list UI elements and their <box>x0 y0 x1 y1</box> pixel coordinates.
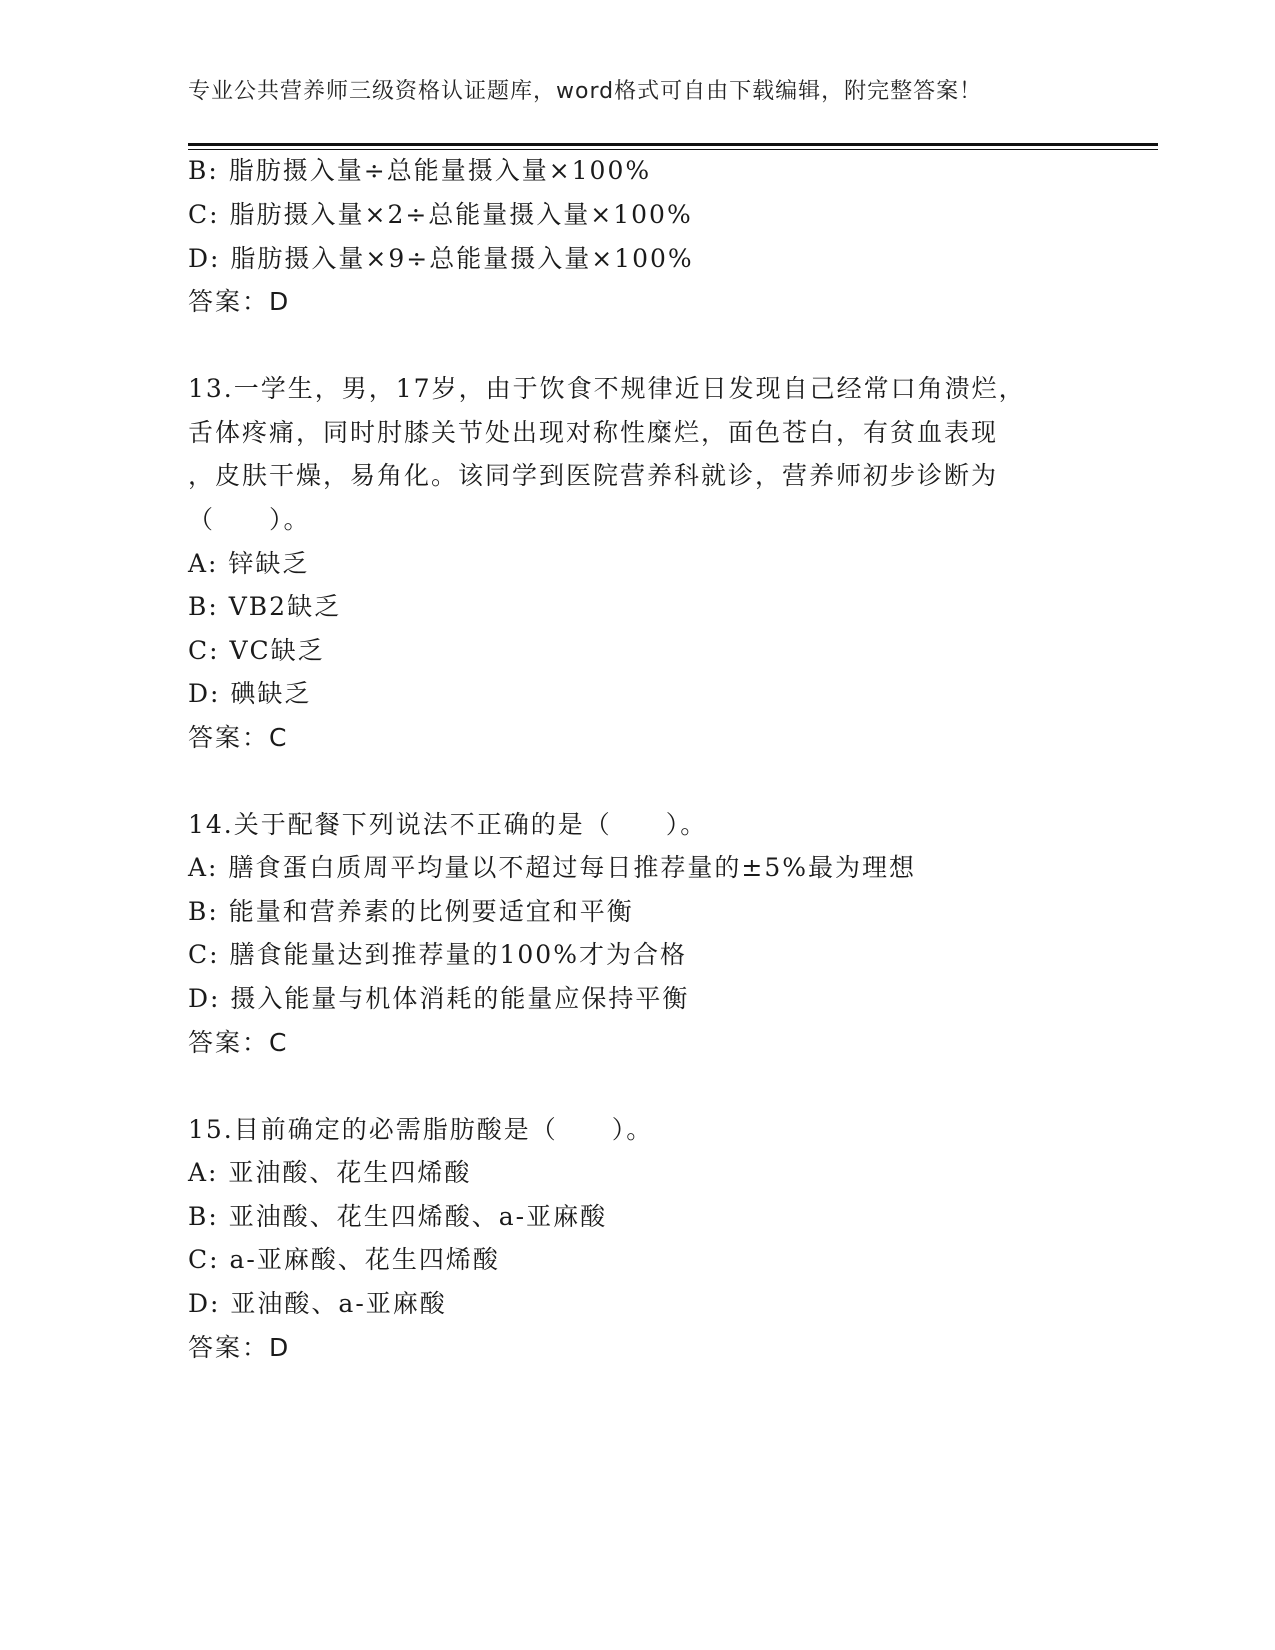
q13-option-d: D: 碘缺乏 <box>188 679 312 708</box>
q15-answer: 答案：D <box>188 1333 291 1362</box>
q13-option-b: B: VB2缺乏 <box>188 592 342 621</box>
q14-option-d: D: 摄入能量与机体消耗的能量应保持平衡 <box>188 984 690 1013</box>
q13-stem-line-4: （ ）。 <box>188 505 311 534</box>
q15-option-d: D: 亚油酸、a-亚麻酸 <box>188 1289 447 1318</box>
q13-option-a: A: 锌缺乏 <box>188 549 310 578</box>
q12-option-d: D: 脂肪摄入量×9÷总能量摄入量×100% <box>188 244 694 273</box>
q15-option-b: B: 亚油酸、花生四烯酸、a-亚麻酸 <box>188 1202 608 1231</box>
q15-option-a: A: 亚油酸、花生四烯酸 <box>188 1158 472 1187</box>
q13-option-c: C: VC缺乏 <box>188 636 325 665</box>
header-rule <box>188 143 1158 150</box>
q13-answer: 答案：C <box>188 723 289 752</box>
q13-stem-line-2: 舌体疼痛，同时肘膝关节处出现对称性糜烂，面色苍白，有贫血表现 <box>188 418 999 447</box>
q14-option-b: B: 能量和营养素的比例要适宜和平衡 <box>188 897 634 926</box>
q14-option-a: A: 膳食蛋白质周平均量以不超过每日推荐量的±5%最为理想 <box>188 853 917 882</box>
q13-stem-line-1: 13.一学生，男，17岁，由于饮食不规律近日发现自己经常口角溃烂， <box>188 374 1026 403</box>
document-page <box>188 0 1148 1650</box>
q12-option-b: B: 脂肪摄入量÷总能量摄入量×100% <box>188 156 652 185</box>
q14-stem: 14.关于配餐下列说法不正确的是（ ）。 <box>188 810 708 839</box>
q14-answer: 答案：C <box>188 1028 289 1057</box>
q13-stem-line-3: ，皮肤干燥，易角化。该同学到医院营养科就诊，营养师初步诊断为 <box>188 461 999 490</box>
page-header: 专业公共营养师三级资格认证题库，word格式可自由下载编辑，附完整答案！ <box>188 79 983 104</box>
q12-option-c: C: 脂肪摄入量×2÷总能量摄入量×100% <box>188 200 693 229</box>
q15-stem: 15.目前确定的必需脂肪酸是（ ）。 <box>188 1115 654 1144</box>
q14-option-c: C: 膳食能量达到推荐量的100%才为合格 <box>188 940 687 969</box>
q12-answer: 答案：D <box>188 287 291 316</box>
q15-option-c: C: a-亚麻酸、花生四烯酸 <box>188 1245 500 1274</box>
